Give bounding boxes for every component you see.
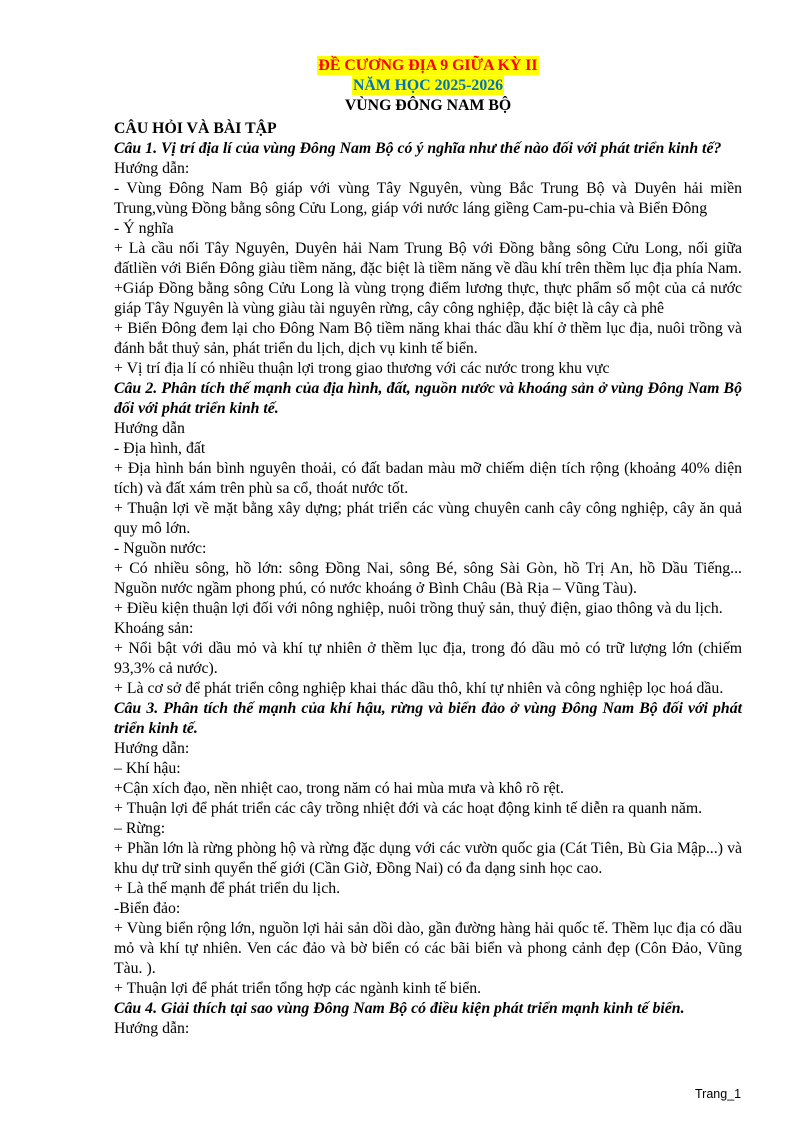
paragraph: +Giáp Đồng bằng sông Cửu Long là vùng trọng điểm lương thực, thực phẩm số một của cả nước giáp Tây Nguyên là vùng giàu tài nguyên rừng, cây công nghiệp, đặc biệt là cây cà phê xyxy=(114,280,742,317)
page-number: Trang_1 xyxy=(695,1087,742,1101)
paragraph: – Rừng: xyxy=(114,820,166,837)
paragraph: Hướng dẫn: xyxy=(114,740,190,757)
section-heading: CÂU HỎI VÀ BÀI TẬP xyxy=(114,120,277,137)
question-heading: Câu 4. Giải thích tại sao vùng Đông Nam Bộ có điều kiện phát triển mạnh kinh tế biển. xyxy=(114,1000,685,1017)
paragraph: + Là cầu nối Tây Nguyên, Duyên hải Nam Trung Bộ với Đồng bằng sông Cửu Long, nối giữa đấtliền với Biển Đông giàu tiềm năng, đặc biệt là tiềm năng về dầu khí trên thềm lục địa phía Nam. xyxy=(114,240,742,277)
paragraph: - Nguồn nước: xyxy=(114,540,207,557)
school-year: NĂM HỌC 2025-2026 xyxy=(352,77,504,94)
document-page xyxy=(114,56,742,1039)
paragraph: + Vùng biển rộng lớn, nguồn lợi hải sản dồi dào, gần đường hàng hải quốc tế. Thềm lục địa có dầu mỏ và khí tự nhiên. Ven các đảo và bờ biển có các bãi biển và phong cảnh đẹp (Côn Đảo, Vũng Tàu. ). xyxy=(114,920,742,977)
paragraph: + Phần lớn là rừng phòng hộ và rừng đặc dụng với các vườn quốc gia (Cát Tiên, Bù Gia Mập...) và khu dự trữ sinh quyển thế giới (Cần Giờ, Đồng Nai) có đa dạng sinh học cao. xyxy=(114,840,742,877)
paragraph: + Là thế mạnh để phát triển du lịch. xyxy=(114,880,341,897)
paragraph: + Vị trí địa lí có nhiều thuận lợi trong giao thương với các nước trong khu vực xyxy=(114,360,610,377)
title-block xyxy=(114,56,742,116)
paragraph: + Nổi bật với dầu mỏ và khí tự nhiên ở thềm lục địa, trong đó dầu mỏ có trữ lượng lớn (chiếm 93,3% cả nước). xyxy=(114,640,742,677)
paragraph: -Biển đảo: xyxy=(114,900,181,917)
paragraph: +Cận xích đạo, nền nhiệt cao, trong năm có hai mùa mưa và khô rõ rệt. xyxy=(114,780,564,797)
paragraph: – Khí hậu: xyxy=(114,760,181,777)
paragraph: + Điều kiện thuận lợi đối với nông nghiệp, nuôi trồng thuỷ sản, thuỷ điện, giao thông và du lịch. xyxy=(114,600,723,617)
paragraph: + Thuận lợi về mặt bằng xây dựng; phát triển các vùng chuyên canh cây công nghiệp, cây ăn quả quy mô lớn. xyxy=(114,500,742,537)
paragraph: Hướng dẫn: xyxy=(114,160,190,177)
paragraph: + Biển Đông đem lại cho Đông Nam Bộ tiềm năng khai thác dầu khí ở thềm lục địa, nuôi trồng và đánh bắt thuỷ sản, phát triển du lịch, dịch vụ kinh tế biển. xyxy=(114,320,742,357)
paragraph: Hướng dẫn xyxy=(114,420,185,437)
paragraph: Hướng dẫn: xyxy=(114,1020,190,1037)
paragraph: - Ý nghĩa xyxy=(114,220,174,237)
paragraph: + Là cơ sở để phát triển công nghiệp khai thác dầu thô, khí tự nhiên và công nghiệp lọc hoá dầu. xyxy=(114,680,724,697)
paragraph: + Địa hình bán bình nguyên thoải, có đất badan màu mỡ chiếm diện tích rộng (khoảng 40% diện tích) và đất xám trên phù sa cổ, thoát nước tốt. xyxy=(114,460,742,497)
paragraph: - Vùng Đông Nam Bộ giáp với vùng Tây Nguyên, vùng Bắc Trung Bộ và Duyên hải miền Trung,vùng Đồng bằng sông Cửu Long, giáp với nước láng giềng Cam-pu-chia và Biển Đông xyxy=(114,180,742,217)
paragraph: Khoáng sản: xyxy=(114,620,194,637)
document-title: ĐỀ CƯƠNG ĐỊA 9 GIỮA KỲ II xyxy=(318,57,538,74)
paragraph: + Có nhiều sông, hồ lớn: sông Đồng Nai, sông Bé, sông Sài Gòn, hồ Trị An, hồ Dầu Tiếng... Nguồn nước ngầm phong phú, có nước khoáng ở Bình Châu (Bà Rịa – Vũng Tàu). xyxy=(114,560,742,597)
question-heading: Câu 2. Phân tích thế mạnh của địa hình, đất, nguồn nước và khoáng sản ở vùng Đông Nam Bộ đối với phát triển kinh tế. xyxy=(114,380,742,417)
question-heading: Câu 3. Phân tích thế mạnh của khí hậu, rừng và biển đảo ở vùng Đông Nam Bộ đối với phát triển kinh tế. xyxy=(114,700,742,737)
paragraph: - Địa hình, đất xyxy=(114,440,206,457)
document-body xyxy=(114,139,742,1039)
question-heading: Câu 1. Vị trí địa lí của vùng Đông Nam Bộ có ý nghĩa như thế nào đối với phát triển kinh tế? xyxy=(114,140,722,157)
region-title: VÙNG ĐÔNG NAM BỘ xyxy=(344,97,512,114)
paragraph: + Thuận lợi để phát triển các cây trồng nhiệt đới và các hoạt động kinh tế diễn ra quanh năm. xyxy=(114,800,703,817)
paragraph: + Thuận lợi để phát triển tổng hợp các ngành kinh tế biển. xyxy=(114,980,482,997)
